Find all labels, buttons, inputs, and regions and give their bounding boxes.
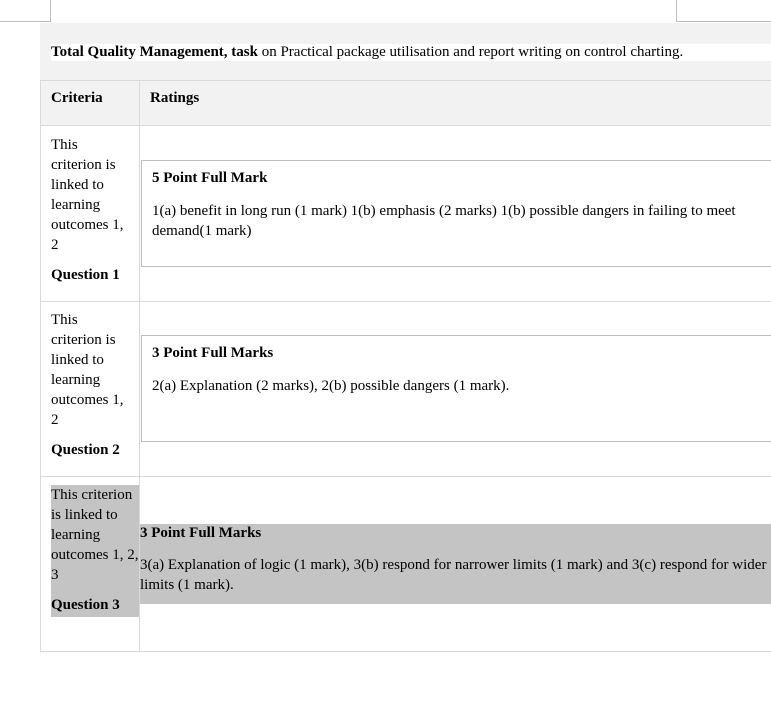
criterion-cell-1 <box>51 135 131 285</box>
table-border-top <box>40 80 771 81</box>
rating-title: 3 Point Full Marks <box>152 345 274 361</box>
question-label: Question 1 <box>51 267 120 283</box>
rating-box-2 <box>141 335 771 442</box>
page-corner-mark-left <box>0 0 51 22</box>
criterion-text: This criterion is linked to learning outcomes 1, 2 <box>51 312 124 428</box>
criterion-text: This criterion is linked to learning outcomes 1, 2, 3 <box>51 487 139 583</box>
table-row-divider <box>40 301 771 302</box>
criterion-text: This criterion is linked to learning outcomes 1, 2 <box>51 137 124 253</box>
ratings-header: Ratings <box>150 90 200 106</box>
table-border-bottom <box>40 651 771 652</box>
title-bold: Total Quality Management, task <box>51 44 258 60</box>
criterion-cell-2 <box>51 310 131 460</box>
rating-box-1 <box>141 160 771 267</box>
title-rest: on Practical package utilisation and report writing on control charting. <box>257 44 684 60</box>
question-label: Question 3 <box>51 597 120 613</box>
table-border-left <box>40 80 41 652</box>
rating-description: 1(a) benefit in long run (1 mark) 1(b) emphasis (2 marks) 1(b) possible dangers in failing to meet demand(1 mark) <box>152 203 736 239</box>
rating-box-3 <box>140 524 771 604</box>
question-label: Question 2 <box>51 442 120 458</box>
title-band <box>40 23 771 80</box>
criteria-header: Criteria <box>51 90 103 106</box>
document-title <box>51 44 771 61</box>
criterion-cell-3 <box>51 485 139 617</box>
table-row-divider <box>40 125 771 126</box>
rating-description: 3(a) Explanation of logic (1 mark), 3(b) respond for narrower limits (1 mark) and 3(c) respond for wider limits (1 mark). <box>140 557 767 593</box>
page-corner-mark-right <box>676 0 771 22</box>
rating-description: 2(a) Explanation (2 marks), 2(b) possible dangers (1 mark). <box>152 378 510 394</box>
rating-title: 3 Point Full Marks <box>140 525 262 541</box>
table-row-divider <box>40 476 771 477</box>
rating-title: 5 Point Full Mark <box>152 170 268 186</box>
